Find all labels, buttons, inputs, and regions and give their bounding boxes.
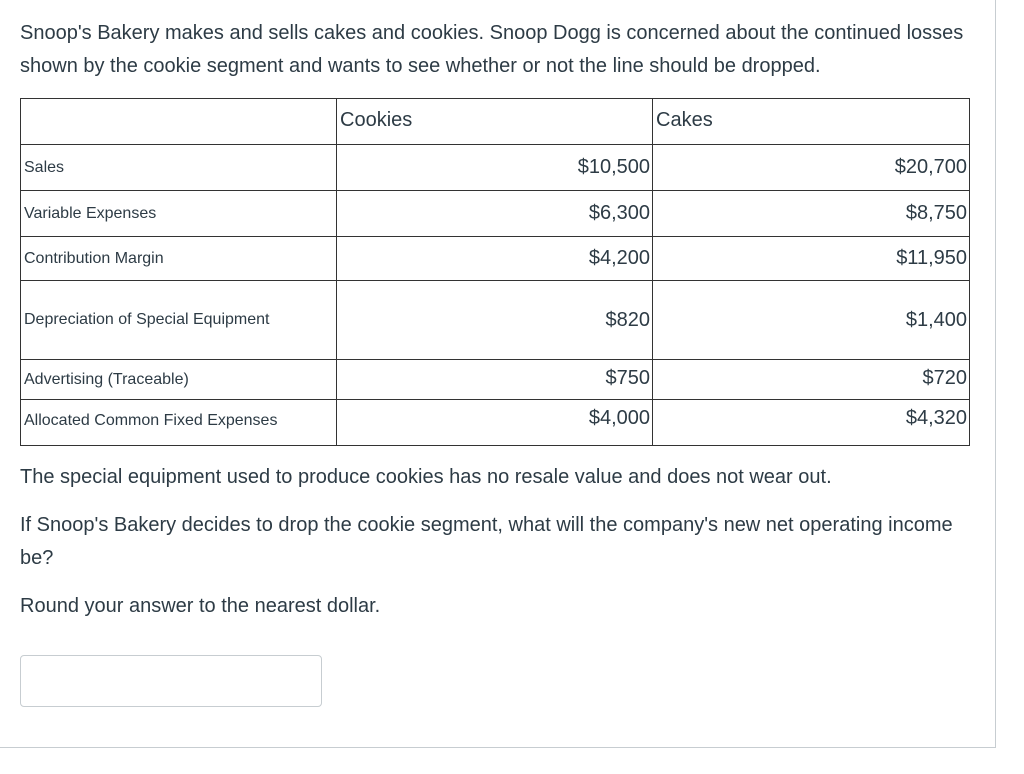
table-row (21, 360, 970, 400)
equipment-note: The special equipment used to produce cookies has no resale value and does not wear out. (20, 466, 832, 488)
row-label: Sales (21, 145, 337, 191)
row-label: Contribution Margin (21, 237, 337, 281)
cakes-value: $4,320 (653, 400, 970, 446)
row-label: Advertising (Traceable) (21, 360, 337, 400)
row-label: Depreciation of Special Equipment (21, 281, 337, 360)
table-row (21, 191, 970, 237)
segment-income-table (20, 98, 970, 446)
table-header-row (21, 99, 970, 145)
cakes-value: $11,950 (653, 237, 970, 281)
cakes-value: $20,700 (653, 145, 970, 191)
header-cakes: Cakes (653, 99, 970, 145)
cookies-value: $820 (337, 281, 653, 360)
question-prompt: If Snoop's Bakery decides to drop the cookie segment, what will the company's new net operating income be? (20, 514, 953, 569)
cookies-value: $10,500 (337, 145, 653, 191)
answer-input[interactable] (20, 655, 322, 707)
header-cookies: Cookies (337, 99, 653, 145)
row-label: Allocated Common Fixed Expenses (21, 400, 337, 446)
table-row (21, 400, 970, 446)
cakes-value: $720 (653, 360, 970, 400)
row-label: Variable Expenses (21, 191, 337, 237)
rounding-instruction: Round your answer to the nearest dollar. (20, 595, 381, 617)
cakes-value: $1,400 (653, 281, 970, 360)
table-row (21, 237, 970, 281)
cookies-value: $750 (337, 360, 653, 400)
cookies-value: $4,200 (337, 237, 653, 281)
header-blank (21, 99, 337, 145)
cookies-value: $6,300 (337, 191, 653, 237)
cakes-value: $8,750 (653, 191, 970, 237)
cookies-value: $4,000 (337, 400, 653, 446)
table-row (21, 281, 970, 360)
question-intro: Snoop's Bakery makes and sells cakes and cookies. Snoop Dogg is concerned about the continued losses shown by the cookie segment and wants to see whether or not the line should be dropped. (20, 22, 964, 77)
table-row (21, 145, 970, 191)
